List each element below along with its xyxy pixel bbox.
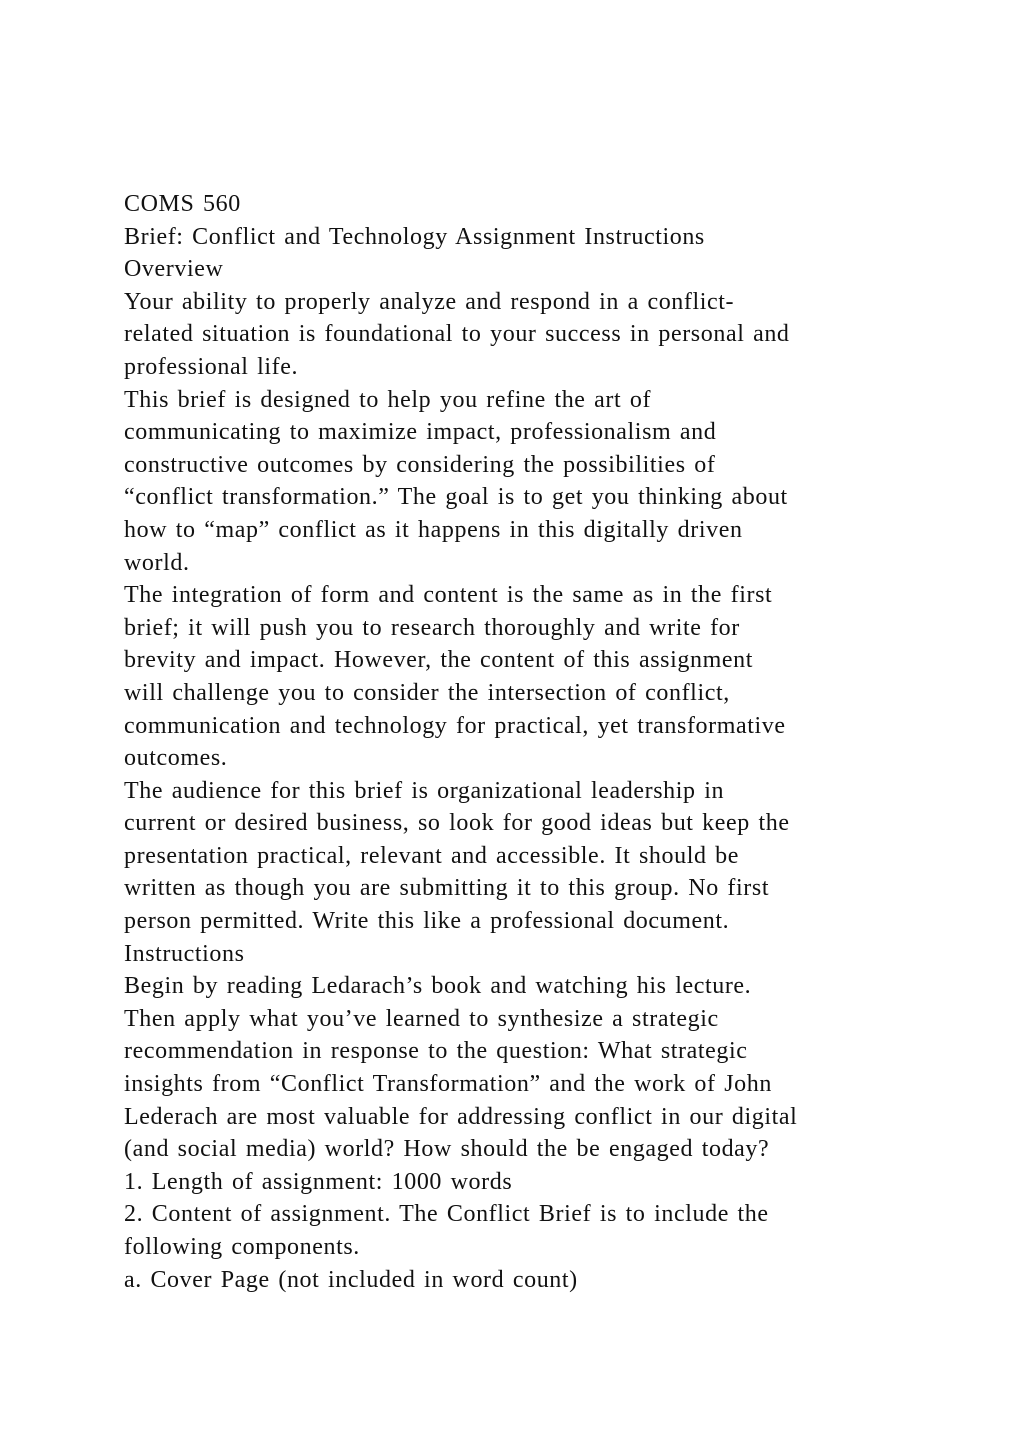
text-line: current or desired business, so look for good ideas but keep the: [124, 810, 790, 837]
text-line: Then apply what you’ve learned to synthesize a strategic: [124, 1005, 719, 1032]
text-line: world.: [124, 549, 190, 576]
text-line: following components.: [124, 1234, 360, 1260]
text-line: brevity and impact. However, the content of this assignment: [124, 647, 753, 674]
text-line: will challenge you to consider the intersection of conflict,: [124, 679, 730, 706]
document-body: [124, 188, 914, 1296]
text-line: brief; it will push you to research thoroughly and write for: [124, 614, 740, 641]
list-item-length: 1. Length of assignment: 1000 words: [124, 1168, 513, 1195]
list-item-cover-page: a. Cover Page (not included in word count): [124, 1266, 578, 1293]
text-line: Lederach are most valuable for addressing conflict in our digital: [124, 1103, 798, 1130]
text-line: written as though you are submitting it to this group. No first: [124, 875, 770, 902]
text-line: The integration of form and content is the same as in the first: [124, 582, 773, 609]
document-title: Brief: Conflict and Technology Assignment Instructions: [124, 223, 705, 250]
text-line: Your ability to properly analyze and respond in a conflict-: [124, 288, 735, 315]
course-code: COMS 560: [124, 191, 241, 217]
text-line: Begin by reading Ledarach’s book and watching his lecture.: [124, 973, 752, 1000]
text-line: communicating to maximize impact, professionalism and: [124, 419, 717, 446]
text-line: The audience for this brief is organizational leadership in: [124, 777, 725, 804]
text-line: recommendation in response to the question: What strategic: [124, 1038, 748, 1065]
list-item-content: 2. Content of assignment. The Conflict Brief is to include the: [124, 1201, 769, 1228]
text-line: insights from “Conflict Transformation” and the work of John: [124, 1071, 772, 1098]
section-heading-overview: Overview: [124, 256, 224, 283]
text-line: professional life.: [124, 353, 299, 380]
text-line: outcomes.: [124, 745, 228, 772]
text-line: “conflict transformation.” The goal is to get you thinking about: [124, 484, 788, 511]
text-line: presentation practical, relevant and accessible. It should be: [124, 842, 740, 869]
text-line: constructive outcomes by considering the possibilities of: [124, 451, 716, 478]
text-line: related situation is foundational to your success in personal and: [124, 321, 790, 348]
text-line: This brief is designed to help you refine the art of: [124, 386, 652, 413]
section-heading-instructions: Instructions: [124, 940, 245, 967]
text-line: communication and technology for practical, yet transformative: [124, 712, 786, 739]
text-line: person permitted. Write this like a professional document.: [124, 908, 730, 935]
text-line: how to “map” conflict as it happens in this digitally driven: [124, 516, 743, 543]
text-line: (and social media) world? How should the be engaged today?: [124, 1136, 770, 1163]
